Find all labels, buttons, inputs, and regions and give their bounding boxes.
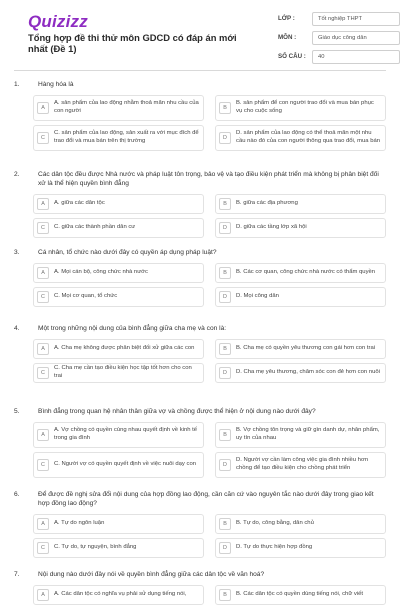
option-letter: A (37, 267, 49, 279)
option-c[interactable] (33, 363, 204, 383)
option-text: A. Vợ chồng có quyền cùng nhau quyết định về kinh tế trong gia đình (54, 427, 198, 441)
option-a[interactable] (33, 339, 204, 359)
option-row (33, 363, 386, 383)
option-text: C. Cha mẹ cần tạo điều kiện học tập tốt hơn cho con trai (54, 365, 192, 379)
option-text: A. Cha mẹ không được phân biệt đối xử giữa các con (54, 345, 195, 352)
question-2 (14, 170, 386, 242)
question-head (14, 170, 386, 188)
option-text: A. sản phẩm của lao động nhằm thoả mãn nhu cầu của con người (54, 100, 199, 114)
option-letter: D (219, 542, 231, 554)
question-text: Cá nhân, tổ chức nào dưới đây có quyền áp dụng pháp luật? (38, 249, 217, 256)
option-text: A. Mọi cán bộ, công chức nhà nước (54, 269, 148, 276)
option-b[interactable] (215, 422, 386, 448)
option-text: C. Tự do, tự nguyện, bình đẳng (54, 544, 137, 551)
option-d[interactable] (215, 125, 386, 151)
option-text: B. Các dân tộc có quyền dùng tiếng nói, chữ viết (236, 591, 364, 598)
option-letter: A (37, 518, 49, 530)
question-4 (14, 324, 386, 387)
question-text: Để được đề nghị sửa đổi nội dung của hợp đồng lao động, cần căn cứ vào nguyên tắc nào dưới đây trong giao kết hợp đồng lao động? (38, 491, 374, 507)
option-letter: B (219, 343, 231, 355)
option-row (33, 538, 386, 558)
option-text: C. giữa các thành phần dân cư (54, 224, 136, 231)
question-7 (14, 570, 386, 609)
meta-value-count: 40 (312, 50, 400, 64)
option-letter: B (219, 429, 231, 441)
question-head (14, 248, 386, 257)
option-text: A. Tự do ngôn luận (54, 520, 105, 527)
option-text: D. Cha mẹ yêu thương, chăm sóc con đẻ hơn con nuôi (236, 369, 380, 376)
option-text: B. giữa các địa phương (236, 200, 298, 207)
option-c[interactable] (33, 125, 204, 151)
option-d[interactable] (215, 287, 386, 307)
worksheet-header (14, 0, 386, 71)
option-text: D. giữa các tầng lớp xã hội (236, 224, 307, 231)
question-text: Các dân tộc đều được Nhà nước và pháp luật tôn trọng, bảo vệ và tạo điều kiện phát triển mà không bị phân biệt đối xử là thể hiện quyền bình đẳng (38, 171, 379, 187)
option-text: A. Các dân tộc có nghĩa vụ phải sử dụng tiếng nói, (54, 591, 187, 598)
option-c[interactable] (33, 538, 204, 558)
option-grid (33, 339, 386, 383)
option-letter: C (37, 542, 49, 554)
option-letter: A (37, 589, 49, 601)
option-text: C. Mọi cơ quan, tổ chức (54, 293, 118, 300)
option-grid (33, 514, 386, 558)
question-number: 5. (14, 408, 20, 415)
option-text: D. Mọi công dân (236, 293, 279, 300)
option-a[interactable] (33, 194, 204, 214)
option-a[interactable] (33, 422, 204, 448)
option-row (33, 125, 386, 151)
question-head (14, 407, 386, 416)
option-d[interactable] (215, 218, 386, 238)
option-text: B. Vợ chồng tôn trọng và giữ gìn danh dự, nhân phẩm, uy tín của nhau (236, 427, 380, 441)
question-text: Bình đẳng trong quan hệ nhân thân giữa vợ và chồng được thể hiện ở nội dung nào dưới đây? (38, 408, 316, 415)
option-text: B. Cha mẹ có quyền yêu thương con gái hơn con trai (236, 345, 376, 352)
question-6 (14, 490, 386, 562)
option-letter: A (37, 343, 49, 355)
option-b[interactable] (215, 263, 386, 283)
option-letter: B (219, 198, 231, 210)
option-b[interactable] (215, 585, 386, 605)
option-row (33, 95, 386, 121)
question-number: 7. (14, 571, 20, 578)
option-letter: B (219, 267, 231, 279)
option-row (33, 514, 386, 534)
option-b[interactable] (215, 339, 386, 359)
option-letter: C (37, 459, 49, 471)
meta-row-class (278, 10, 400, 27)
question-head (14, 570, 386, 579)
meta-value-class: Tốt nghiệp THPT (312, 12, 400, 26)
option-letter: C (37, 291, 49, 303)
option-letter: D (219, 459, 231, 471)
question-number: 2. (14, 171, 20, 178)
option-row (33, 287, 386, 307)
option-a[interactable] (33, 95, 204, 121)
option-c[interactable] (33, 452, 204, 478)
option-text: D. Tự do thực hiện hợp đồng (236, 544, 313, 551)
option-text: C. Người vợ có quyền quyết định về việc nuôi dạy con (54, 461, 196, 468)
option-grid (33, 263, 386, 307)
option-d[interactable] (215, 363, 386, 383)
question-3 (14, 248, 386, 311)
option-letter: B (219, 102, 231, 114)
meta-row-count (278, 48, 400, 65)
option-letter: B (219, 518, 231, 530)
question-number: 3. (14, 249, 20, 256)
option-letter: C (37, 367, 49, 379)
page-title: Tổng hợp đề thi thử môn GDCD có đáp án mới nhất (Đề 1) (28, 32, 237, 54)
option-letter: A (37, 102, 49, 114)
option-a[interactable] (33, 263, 204, 283)
question-text: Một trong những nội dung của bình đẳng giữa cha mẹ và con là: (38, 325, 227, 332)
option-letter: C (37, 222, 49, 234)
question-head (14, 324, 386, 333)
option-letter: D (219, 291, 231, 303)
option-d[interactable] (215, 538, 386, 558)
option-letter: A (37, 198, 49, 210)
option-grid (33, 95, 386, 151)
meta-key: MÔN : (278, 34, 297, 41)
question-number: 6. (14, 491, 20, 498)
meta-key: LỚP : (278, 15, 295, 22)
option-grid (33, 422, 386, 478)
option-b[interactable] (215, 194, 386, 214)
option-text: D. sản phẩm của lao động có thể thoả mãn một nhu cầu nào đó của con người thông qua trao đổi, mua bán (236, 130, 381, 144)
meta-value-subject: Giáo dục công dân (312, 31, 400, 45)
option-text: A. giữa các dân tộc (54, 200, 105, 207)
option-b[interactable] (215, 514, 386, 534)
option-row (33, 422, 386, 448)
option-text: B. Tự do, công bằng, dân chủ (236, 520, 314, 527)
option-letter: D (219, 367, 231, 379)
option-text: B. Các cơ quan, công chức nhà nước có thẩm quyền (236, 269, 376, 276)
option-text: C. sản phẩm của lao động, sản xuất ra với mục đích để trao đổi và mua bán trên thị trường (54, 130, 199, 144)
question-text: Hàng hóa là (38, 81, 74, 88)
question-5 (14, 407, 386, 482)
question-head (14, 80, 386, 89)
option-d[interactable] (215, 452, 386, 478)
option-a[interactable] (33, 585, 204, 605)
option-row (33, 218, 386, 238)
option-a[interactable] (33, 514, 204, 534)
option-b[interactable] (215, 95, 386, 121)
option-letter: A (37, 429, 49, 441)
option-row (33, 339, 386, 359)
question-head (14, 490, 386, 508)
option-letter: B (219, 589, 231, 601)
meta-row-subject (278, 29, 400, 46)
question-1 (14, 80, 386, 155)
option-row (33, 263, 386, 283)
option-letter: C (37, 132, 49, 144)
option-c[interactable] (33, 218, 204, 238)
option-row (33, 585, 386, 605)
option-letter: D (219, 222, 231, 234)
quizizz-logo: Quizizz (28, 12, 88, 31)
option-grid (33, 585, 386, 605)
option-grid (33, 194, 386, 238)
question-text: Nội dung nào dưới đây nói về quyền bình đẳng giữa các dân tộc về văn hoá? (38, 571, 265, 578)
option-letter: D (219, 132, 231, 144)
option-row (33, 452, 386, 478)
meta-key: SỐ CÂU : (278, 53, 306, 60)
option-row (33, 194, 386, 214)
option-text: D. Người vợ cần làm công việc gia đình nhiều hơn chồng để tạo điều kiện cho chồng phát triển (236, 457, 369, 471)
meta-panel (278, 10, 400, 67)
option-c[interactable] (33, 287, 204, 307)
question-number: 1. (14, 81, 20, 88)
option-text: B. sản phẩm để con người trao đổi và mua bán phục vụ cho cuộc sống (236, 100, 374, 114)
question-number: 4. (14, 325, 20, 332)
